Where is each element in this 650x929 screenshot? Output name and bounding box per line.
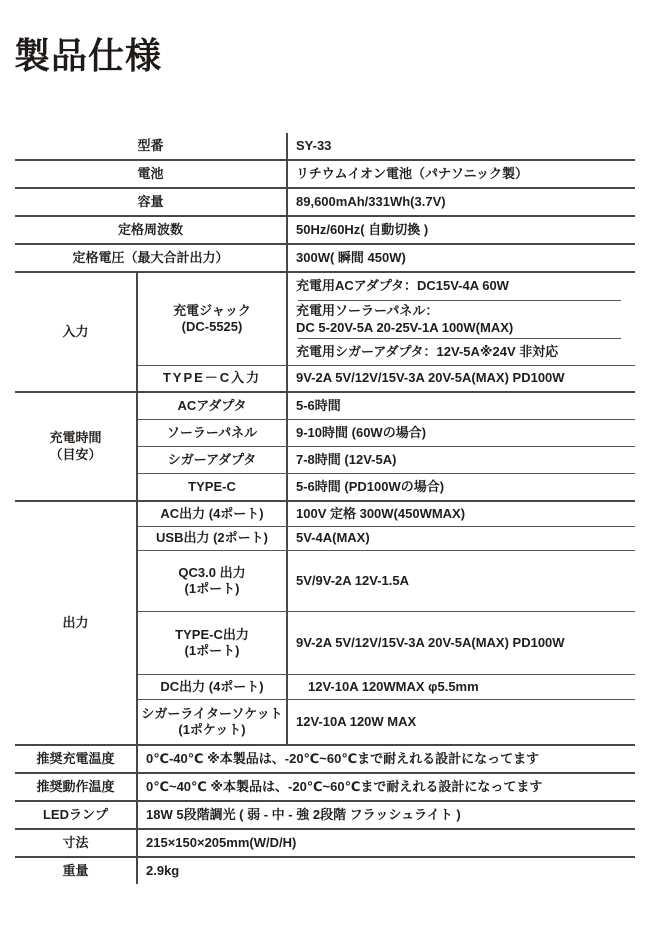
spec-value: 0℃-40℃ ※本製品は、-20℃~60℃まで耐えれる設計になってます bbox=[146, 750, 540, 766]
spec-value: 5V/9V-2A 12V-1.5A bbox=[296, 572, 409, 588]
spec-row-out-typec bbox=[138, 612, 635, 675]
spec-value-cigar: 充電用シガーアダプタ：12V-5A※24V 非対応 bbox=[296, 343, 559, 359]
spec-label: QC3.0 出力 (1ポート) bbox=[138, 551, 288, 611]
spec-label: ACアダプタ bbox=[138, 393, 288, 419]
spec-value: 5V-4A(MAX) bbox=[296, 530, 370, 546]
spec-label: 定格周波数 bbox=[15, 217, 288, 243]
spec-value-ac-adapter: 充電用ACアダプタ：DC15V-4A 60W bbox=[296, 278, 509, 294]
spec-value: 9-10時間 (60Wの場合) bbox=[296, 424, 427, 440]
spec-label: 定格電圧（最大合計出力） bbox=[15, 245, 288, 271]
spec-label: 電池 bbox=[15, 161, 288, 187]
spec-value: 7-8時間 (12V-5A) bbox=[296, 451, 397, 467]
spec-row-rated-voltage bbox=[15, 245, 635, 273]
spec-group-charge-time bbox=[15, 393, 635, 502]
spec-row-ct-solar bbox=[138, 420, 635, 447]
spec-row-ct-typec bbox=[138, 474, 635, 500]
spec-table bbox=[15, 133, 635, 884]
spec-label: 寸法 bbox=[15, 830, 138, 856]
spec-label: 型番 bbox=[15, 133, 288, 159]
spec-label: 推奨動作温度 bbox=[15, 774, 138, 800]
spec-row-weight bbox=[15, 858, 635, 884]
spec-label: 推奨充電温度 bbox=[15, 746, 138, 772]
spec-group-output bbox=[15, 502, 635, 746]
spec-label: 重量 bbox=[15, 858, 138, 884]
spec-value: SY-33 bbox=[296, 137, 332, 153]
spec-row-charge-jack bbox=[138, 273, 635, 366]
spec-value: 9V-2A 5V/12V/15V-3A 20V-5A(MAX) PD100W bbox=[296, 370, 565, 386]
spec-row-dimensions bbox=[15, 830, 635, 858]
group-label: 出力 bbox=[15, 502, 138, 744]
page-title: 製品仕様 bbox=[14, 35, 163, 76]
spec-row-capacity bbox=[15, 189, 635, 217]
spec-row-charge-temp bbox=[15, 746, 635, 774]
spec-row-battery bbox=[15, 161, 635, 189]
spec-value: 5-6時間 (PD100Wの場合) bbox=[296, 478, 445, 494]
spec-row-led bbox=[15, 802, 635, 830]
spec-value: 215×150×205mm(W/D/H) bbox=[146, 834, 297, 850]
spec-value: 5-6時間 bbox=[296, 397, 341, 413]
spec-label-line2: (DC-5525) bbox=[181, 319, 243, 334]
spec-label: LEDランプ bbox=[15, 802, 138, 828]
spec-value: 89,600mAh/331Wh(3.7V) bbox=[296, 193, 446, 209]
spec-value: 0℃~40℃ ※本製品は、-20℃~60℃まで耐えれる設計になってます bbox=[146, 778, 543, 794]
group-label: 入力 bbox=[15, 273, 138, 391]
spec-label: 容量 bbox=[15, 189, 288, 215]
spec-value: 300W( 瞬間 450W) bbox=[296, 249, 406, 265]
spec-value: 2.9kg bbox=[146, 862, 180, 878]
spec-value: リチウムイオン電池（パナソニック製） bbox=[296, 165, 529, 181]
spec-row-out-usb bbox=[138, 527, 635, 551]
spec-row-ct-ac bbox=[138, 393, 635, 420]
spec-row-operating-temp bbox=[15, 774, 635, 802]
spec-label bbox=[138, 273, 288, 365]
spec-value: 50Hz/60Hz( 自動切換 ) bbox=[296, 221, 429, 237]
spec-label: USB出力 (2ポート) bbox=[138, 527, 288, 550]
spec-label: TYPE－C入力 bbox=[138, 366, 288, 391]
spec-label: シガーライターソケット (1ポケット) bbox=[138, 700, 288, 744]
spec-row-ct-cigar bbox=[138, 447, 635, 474]
spec-label: DC出力 (4ポート) bbox=[138, 675, 288, 699]
spec-label: シガーアダプタ bbox=[138, 447, 288, 473]
spec-row-out-qc bbox=[138, 551, 635, 612]
spec-value: 12V-10A 120W MAX bbox=[296, 713, 417, 729]
spec-label: TYPE-C bbox=[138, 474, 288, 500]
group-label: 充電時間 （目安） bbox=[15, 393, 138, 500]
spec-row-frequency bbox=[15, 217, 635, 245]
spec-row-out-dc bbox=[138, 675, 635, 700]
spec-group-input bbox=[15, 273, 635, 393]
spec-label: TYPE-C出力 (1ポート) bbox=[138, 612, 288, 674]
spec-value-solar: 充電用ソーラーパネル： DC 5-20V-5A 20-25V-1A 100W(MAX) bbox=[296, 303, 514, 335]
spec-label: ソーラーパネル bbox=[138, 420, 288, 446]
spec-row-model bbox=[15, 133, 635, 161]
spec-value: 12V-10A 120WMAX φ5.5mm bbox=[308, 678, 479, 694]
spec-row-out-ac bbox=[138, 502, 635, 527]
spec-value: 9V-2A 5V/12V/15V-3A 20V-5A(MAX) PD100W bbox=[296, 634, 565, 650]
spec-label-line1: 充電ジャック bbox=[173, 302, 251, 318]
spec-label: AC出力 (4ポート) bbox=[138, 502, 288, 526]
spec-value: 18W 5段階調光 ( 弱 - 中 - 強 2段階 フラッシュライト ) bbox=[146, 806, 461, 822]
spec-row-type-c-input bbox=[138, 366, 635, 391]
spec-row-out-socket bbox=[138, 700, 635, 744]
spec-value: 100V 定格 300W(450WMAX) bbox=[296, 505, 466, 521]
